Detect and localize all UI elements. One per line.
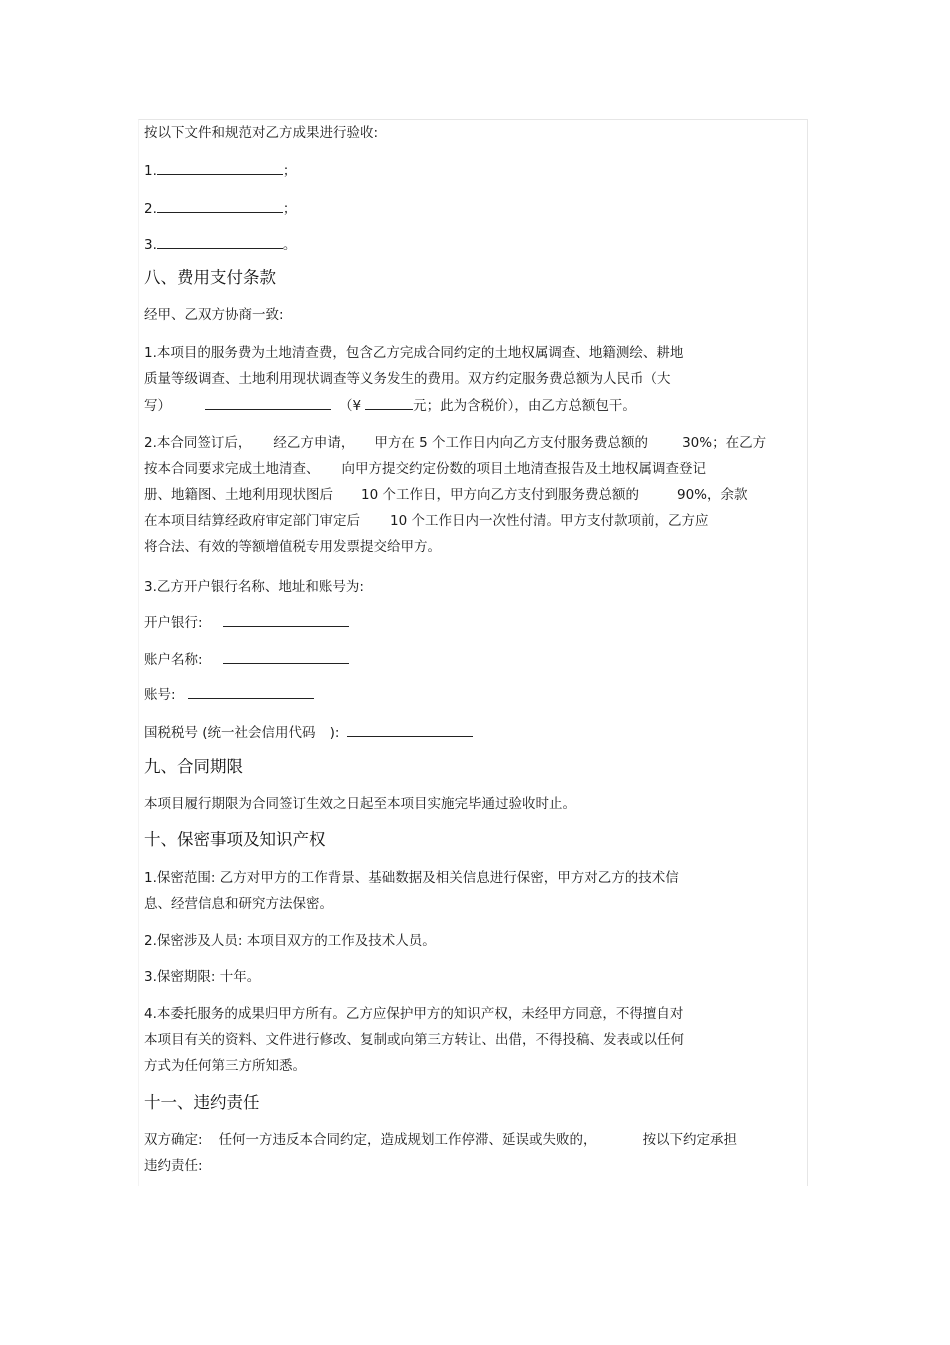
- fill-blank: [157, 160, 283, 175]
- s8-p3: 3.乙方开户银行名称、地址和账号为:: [144, 579, 364, 595]
- fill-blank: [157, 234, 283, 249]
- fill-blank: [205, 395, 331, 410]
- account-no-label: 账号:: [144, 687, 176, 703]
- text-span: 30%；在乙方: [682, 435, 767, 451]
- item-number: 2.: [144, 201, 157, 217]
- text-span: （¥: [339, 398, 362, 414]
- s8-p2-line2: [144, 459, 706, 479]
- text-span: 按以下约定承担: [642, 1132, 738, 1148]
- text-span: 册、地籍图、土地利用现状图后: [144, 487, 333, 503]
- section-11-heading: 十一、违约责任: [144, 1093, 260, 1112]
- bank-label: 开户银行:: [144, 615, 203, 631]
- s8-p1-line3: [144, 395, 636, 416]
- text-span: 10 个工作日，甲方向乙方支付到服务费总额的: [361, 487, 639, 503]
- text-span: 经乙方申请，: [273, 435, 355, 451]
- s10-p4-line2: 本项目有关的资料、文件进行修改、复制或向第三方转让、出借，不得投稿、发表或以任何: [144, 1032, 684, 1048]
- section-8-heading: 八、费用支付条款: [144, 268, 276, 287]
- tax-no-blank: [347, 722, 473, 737]
- fill-blank: [157, 198, 283, 213]
- acceptance-item-3: [144, 234, 296, 255]
- section-10-heading: 十、保密事项及知识产权: [144, 830, 326, 849]
- item-end: 。: [282, 237, 297, 253]
- s10-p1-line1: 1.保密范围: 乙方对甲方的工作背景、基础数据及相关信息进行保密，甲方对乙方的技术信: [144, 870, 679, 886]
- s8-p2-line3: [144, 485, 748, 505]
- acceptance-item-2: [144, 198, 296, 219]
- s11-line2: 违约责任:: [144, 1158, 203, 1174]
- fill-blank: [365, 395, 413, 410]
- text-span: 向甲方提交约定份数的项目土地清查报告及土地权属调查登记: [341, 461, 706, 477]
- tax-label-end: ):: [329, 725, 340, 741]
- text-span: 按本合同要求完成土地清查、: [144, 461, 320, 477]
- text-span: 90%，余款: [676, 487, 748, 503]
- s8-p2-line1: [144, 433, 766, 453]
- account-name-row: [144, 649, 349, 670]
- s10-p1-line2: 息、经营信息和研究方法保密。: [144, 896, 333, 912]
- s10-p3: 3.保密期限: 十年。: [144, 969, 261, 985]
- text-span: 写）: [144, 398, 171, 414]
- s10-p4-line3: 方式为任何第三方所知悉。: [144, 1058, 306, 1074]
- account-name-label: 账户名称:: [144, 652, 203, 668]
- s10-p4-line1: 4.本委托服务的成果归甲方所有。乙方应保护甲方的知识产权，未经甲方同意，不得擅自对: [144, 1006, 684, 1022]
- s10-p2: 2.保密涉及人员: 本项目双方的工作及技术人员。: [144, 933, 436, 949]
- text-span: 2.本合同签订后，: [144, 435, 252, 451]
- account-no-row: [144, 684, 314, 705]
- text-span: 10 个工作日内一次性付清。甲方支付款项前，乙方应: [390, 513, 709, 529]
- section-9-heading: 九、合同期限: [144, 757, 243, 776]
- section-8-intro: 经甲、乙双方协商一致:: [144, 307, 284, 323]
- bank-blank: [223, 612, 349, 627]
- account-name-blank: [223, 649, 349, 664]
- acceptance-intro: 按以下文件和规范对乙方成果进行验收:: [144, 125, 379, 141]
- acceptance-item-1: [144, 160, 296, 181]
- s8-p2-line5: 将合法、有效的等额增值税专用发票提交给甲方。: [144, 539, 441, 555]
- tax-label: 国税税号 (统一社会信用代码: [144, 725, 316, 741]
- text-span: 元；此为含税价），由乙方总额包干。: [413, 398, 636, 414]
- text-span: 甲方在 5 个工作日内向乙方支付服务费总额的: [374, 435, 649, 451]
- account-no-blank: [188, 684, 314, 699]
- text-span: 双方确定:: [144, 1132, 203, 1148]
- section-9-text: 本项目履行期限为合同签订生效之日起至本项目实施完毕通过验收时止。: [144, 796, 576, 812]
- item-number: 1.: [144, 163, 157, 179]
- s11-line1: [144, 1130, 737, 1150]
- text-span: 在本项目结算经政府审定部门审定后: [144, 513, 360, 529]
- item-end: ；: [282, 201, 297, 217]
- item-number: 3.: [144, 237, 157, 253]
- tax-no-row: [144, 722, 473, 743]
- s8-p1-line1: 1.本项目的服务费为土地清查费，包含乙方完成合同约定的土地权属调查、地籍测绘、耕地: [144, 345, 684, 361]
- bank-row: [144, 612, 349, 633]
- text-span: 任何一方违反本合同约定，造成规划工作停滞、延误或失败的，: [218, 1132, 597, 1148]
- item-end: ；: [282, 163, 297, 179]
- s8-p2-line4: [144, 511, 708, 531]
- s8-p1-line2: 质量等级调查、土地利用现状调查等义务发生的费用。双方约定服务费总额为人民币（大: [144, 371, 671, 387]
